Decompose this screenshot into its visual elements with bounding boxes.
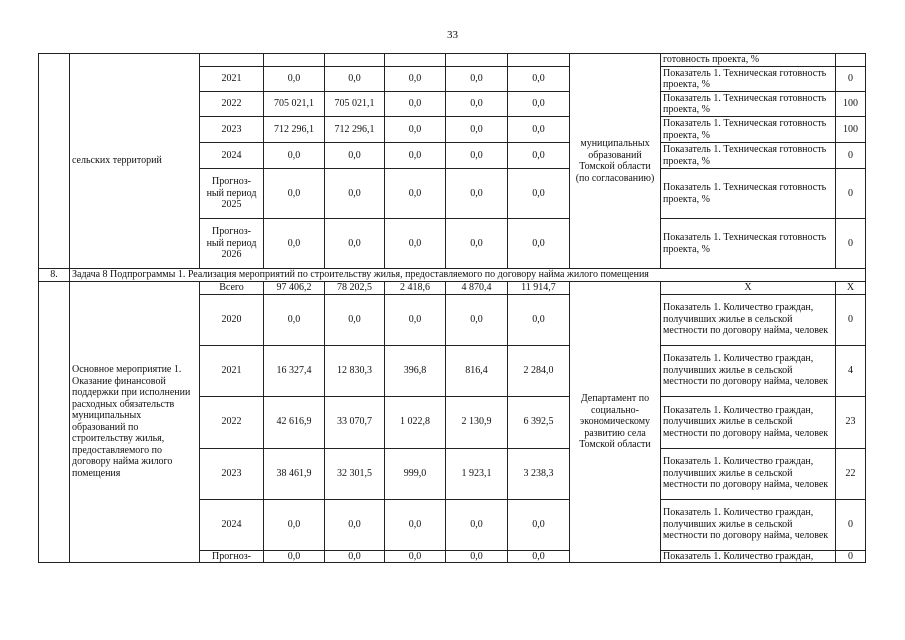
value-other: 0,0 xyxy=(508,117,570,143)
value-total: 0,0 xyxy=(264,499,325,550)
indicator-value: 100 xyxy=(836,92,866,117)
indicator-value: 0 xyxy=(836,499,866,550)
value-regional: 0,0 xyxy=(385,294,446,345)
table-row xyxy=(39,54,866,67)
value-regional: 0,0 xyxy=(385,67,446,92)
responsible-executor: муниципальных образований Томской области (по согласованию) xyxy=(570,54,661,269)
value-local: 0,0 xyxy=(446,67,508,92)
value-other: 0,0 xyxy=(508,169,570,219)
indicator-name: Показатель 1. Количество граждан, xyxy=(661,550,836,563)
value-total: 38 461,9 xyxy=(264,448,325,499)
value-total: 0,0 xyxy=(264,143,325,169)
value-federal: 32 301,5 xyxy=(325,448,385,499)
indicator-name: Показатель 1. Количество граждан, получивших жилье в сельской местности по договору найма, человек xyxy=(661,345,836,396)
value-other: 6 392,5 xyxy=(508,396,570,448)
value-regional: 0,0 xyxy=(385,169,446,219)
indicator-value: 4 xyxy=(836,345,866,396)
task-title: Задача 8 Подпрограммы 1. Реализация мероприятий по строительству жилья, предоставляемого по договору найма жилого помещения xyxy=(70,269,866,282)
indicator-name: Показатель 1. Количество граждан, получивших жилье в сельской местности по договору найма, человек xyxy=(661,448,836,499)
activity-name: Основное мероприятие 1. Оказание финансовой поддержки при исполнении расходных обязательств муниципальных образований по строительству жилья, предоставляемого по договору найма жилого помещения xyxy=(70,281,200,563)
value-federal: 0,0 xyxy=(325,550,385,563)
task-number: 8. xyxy=(39,269,70,282)
value-total: 16 327,4 xyxy=(264,345,325,396)
indicator-value: 0 xyxy=(836,294,866,345)
value-other: 0,0 xyxy=(508,219,570,269)
value-total: 0,0 xyxy=(264,67,325,92)
value-other: 0,0 xyxy=(508,550,570,563)
indicator-name: Показатель 1. Количество граждан, получивших жилье в сельской местности по договору найма, человек xyxy=(661,499,836,550)
indicator-value: 0 xyxy=(836,219,866,269)
value-other: 0,0 xyxy=(508,67,570,92)
indicator-value: 0 xyxy=(836,169,866,219)
value-total: 0,0 xyxy=(264,219,325,269)
indicator-value: 100 xyxy=(836,117,866,143)
table-row xyxy=(39,281,866,294)
value-federal: 0,0 xyxy=(325,143,385,169)
value-total: 0,0 xyxy=(264,294,325,345)
value-total: 705 021,1 xyxy=(264,92,325,117)
value-local: 0,0 xyxy=(446,117,508,143)
indicator-name: готовность проекта, % xyxy=(661,54,836,67)
value-local: 0,0 xyxy=(446,294,508,345)
value-federal: 33 070,7 xyxy=(325,396,385,448)
value-local: 4 870,4 xyxy=(446,281,508,294)
indicator-value: 0 xyxy=(836,143,866,169)
value-federal: 712 296,1 xyxy=(325,117,385,143)
indicator-name: Показатель 1. Техническая готовность проекта, % xyxy=(661,219,836,269)
row-number-cell xyxy=(39,281,70,563)
value-federal: 705 021,1 xyxy=(325,92,385,117)
indicator-name: Показатель 1. Количество граждан, получивших жилье в сельской местности по договору найма, человек xyxy=(661,294,836,345)
value-regional: 396,8 xyxy=(385,345,446,396)
value-federal: 78 202,5 xyxy=(325,281,385,294)
activity-name: сельских территорий xyxy=(70,54,200,269)
value-total: 97 406,2 xyxy=(264,281,325,294)
value-other: 2 284,0 xyxy=(508,345,570,396)
value-regional: 1 022,8 xyxy=(385,396,446,448)
value-regional: 0,0 xyxy=(385,219,446,269)
indicator-name: Показатель 1. Техническая готовность проекта, % xyxy=(661,92,836,117)
indicator-name: Показатель 1. Техническая готовность проекта, % xyxy=(661,67,836,92)
page-number: 33 xyxy=(447,29,458,41)
responsible-executor: Департамент по социально-экономическому развитию села Томской области xyxy=(570,281,661,563)
year-cell: 2023 xyxy=(200,117,264,143)
value-other: 3 238,3 xyxy=(508,448,570,499)
value-local: 0,0 xyxy=(446,169,508,219)
value-local: 816,4 xyxy=(446,345,508,396)
indicator-value: 0 xyxy=(836,67,866,92)
value-regional: 0,0 xyxy=(385,499,446,550)
year-cell: Всего xyxy=(200,281,264,294)
value-local: 2 130,9 xyxy=(446,396,508,448)
value-local: 0,0 xyxy=(446,219,508,269)
value-local: 0,0 xyxy=(446,143,508,169)
value-local: 0,0 xyxy=(446,92,508,117)
row-number-cell xyxy=(39,54,70,269)
value-other: 11 914,7 xyxy=(508,281,570,294)
indicator-name: Показатель 1. Техническая готовность проекта, % xyxy=(661,117,836,143)
year-cell: Прогноз-ный период 2025 xyxy=(200,169,264,219)
value-other: 0,0 xyxy=(508,499,570,550)
value-federal: 12 830,3 xyxy=(325,345,385,396)
year-cell: 2022 xyxy=(200,92,264,117)
year-cell: 2022 xyxy=(200,396,264,448)
task-row xyxy=(39,269,866,282)
year-cell: Прогноз-ный период 2026 xyxy=(200,219,264,269)
year-cell: 2024 xyxy=(200,143,264,169)
value-total: 0,0 xyxy=(264,550,325,563)
value-federal: 0,0 xyxy=(325,294,385,345)
indicator-name: Показатель 1. Количество граждан, получивших жилье в сельской местности по договору найма, человек xyxy=(661,396,836,448)
value-other: 0,0 xyxy=(508,143,570,169)
indicator-name: Х xyxy=(661,281,836,294)
value-other: 0,0 xyxy=(508,294,570,345)
year-cell: Прогноз- xyxy=(200,550,264,563)
year-cell: 2023 xyxy=(200,448,264,499)
indicator-value: 0 xyxy=(836,550,866,563)
value-regional: 999,0 xyxy=(385,448,446,499)
value-regional: 0,0 xyxy=(385,143,446,169)
indicator-value: 23 xyxy=(836,396,866,448)
program-table xyxy=(38,53,866,563)
value-regional: 2 418,6 xyxy=(385,281,446,294)
value-regional: 0,0 xyxy=(385,550,446,563)
value-total: 0,0 xyxy=(264,169,325,219)
value-regional: 0,0 xyxy=(385,117,446,143)
value-total: 42 616,9 xyxy=(264,396,325,448)
year-cell: 2021 xyxy=(200,345,264,396)
indicator-name: Показатель 1. Техническая готовность проекта, % xyxy=(661,169,836,219)
value-local: 0,0 xyxy=(446,550,508,563)
value-regional: 0,0 xyxy=(385,92,446,117)
year-cell: 2024 xyxy=(200,499,264,550)
year-cell: 2021 xyxy=(200,67,264,92)
indicator-value: Х xyxy=(836,281,866,294)
value-total: 712 296,1 xyxy=(264,117,325,143)
value-federal: 0,0 xyxy=(325,219,385,269)
value-federal: 0,0 xyxy=(325,67,385,92)
indicator-value: 22 xyxy=(836,448,866,499)
indicator-name: Показатель 1. Техническая готовность проекта, % xyxy=(661,143,836,169)
year-cell: 2020 xyxy=(200,294,264,345)
value-federal: 0,0 xyxy=(325,169,385,219)
value-local: 1 923,1 xyxy=(446,448,508,499)
value-local: 0,0 xyxy=(446,499,508,550)
value-federal: 0,0 xyxy=(325,499,385,550)
value-other: 0,0 xyxy=(508,92,570,117)
